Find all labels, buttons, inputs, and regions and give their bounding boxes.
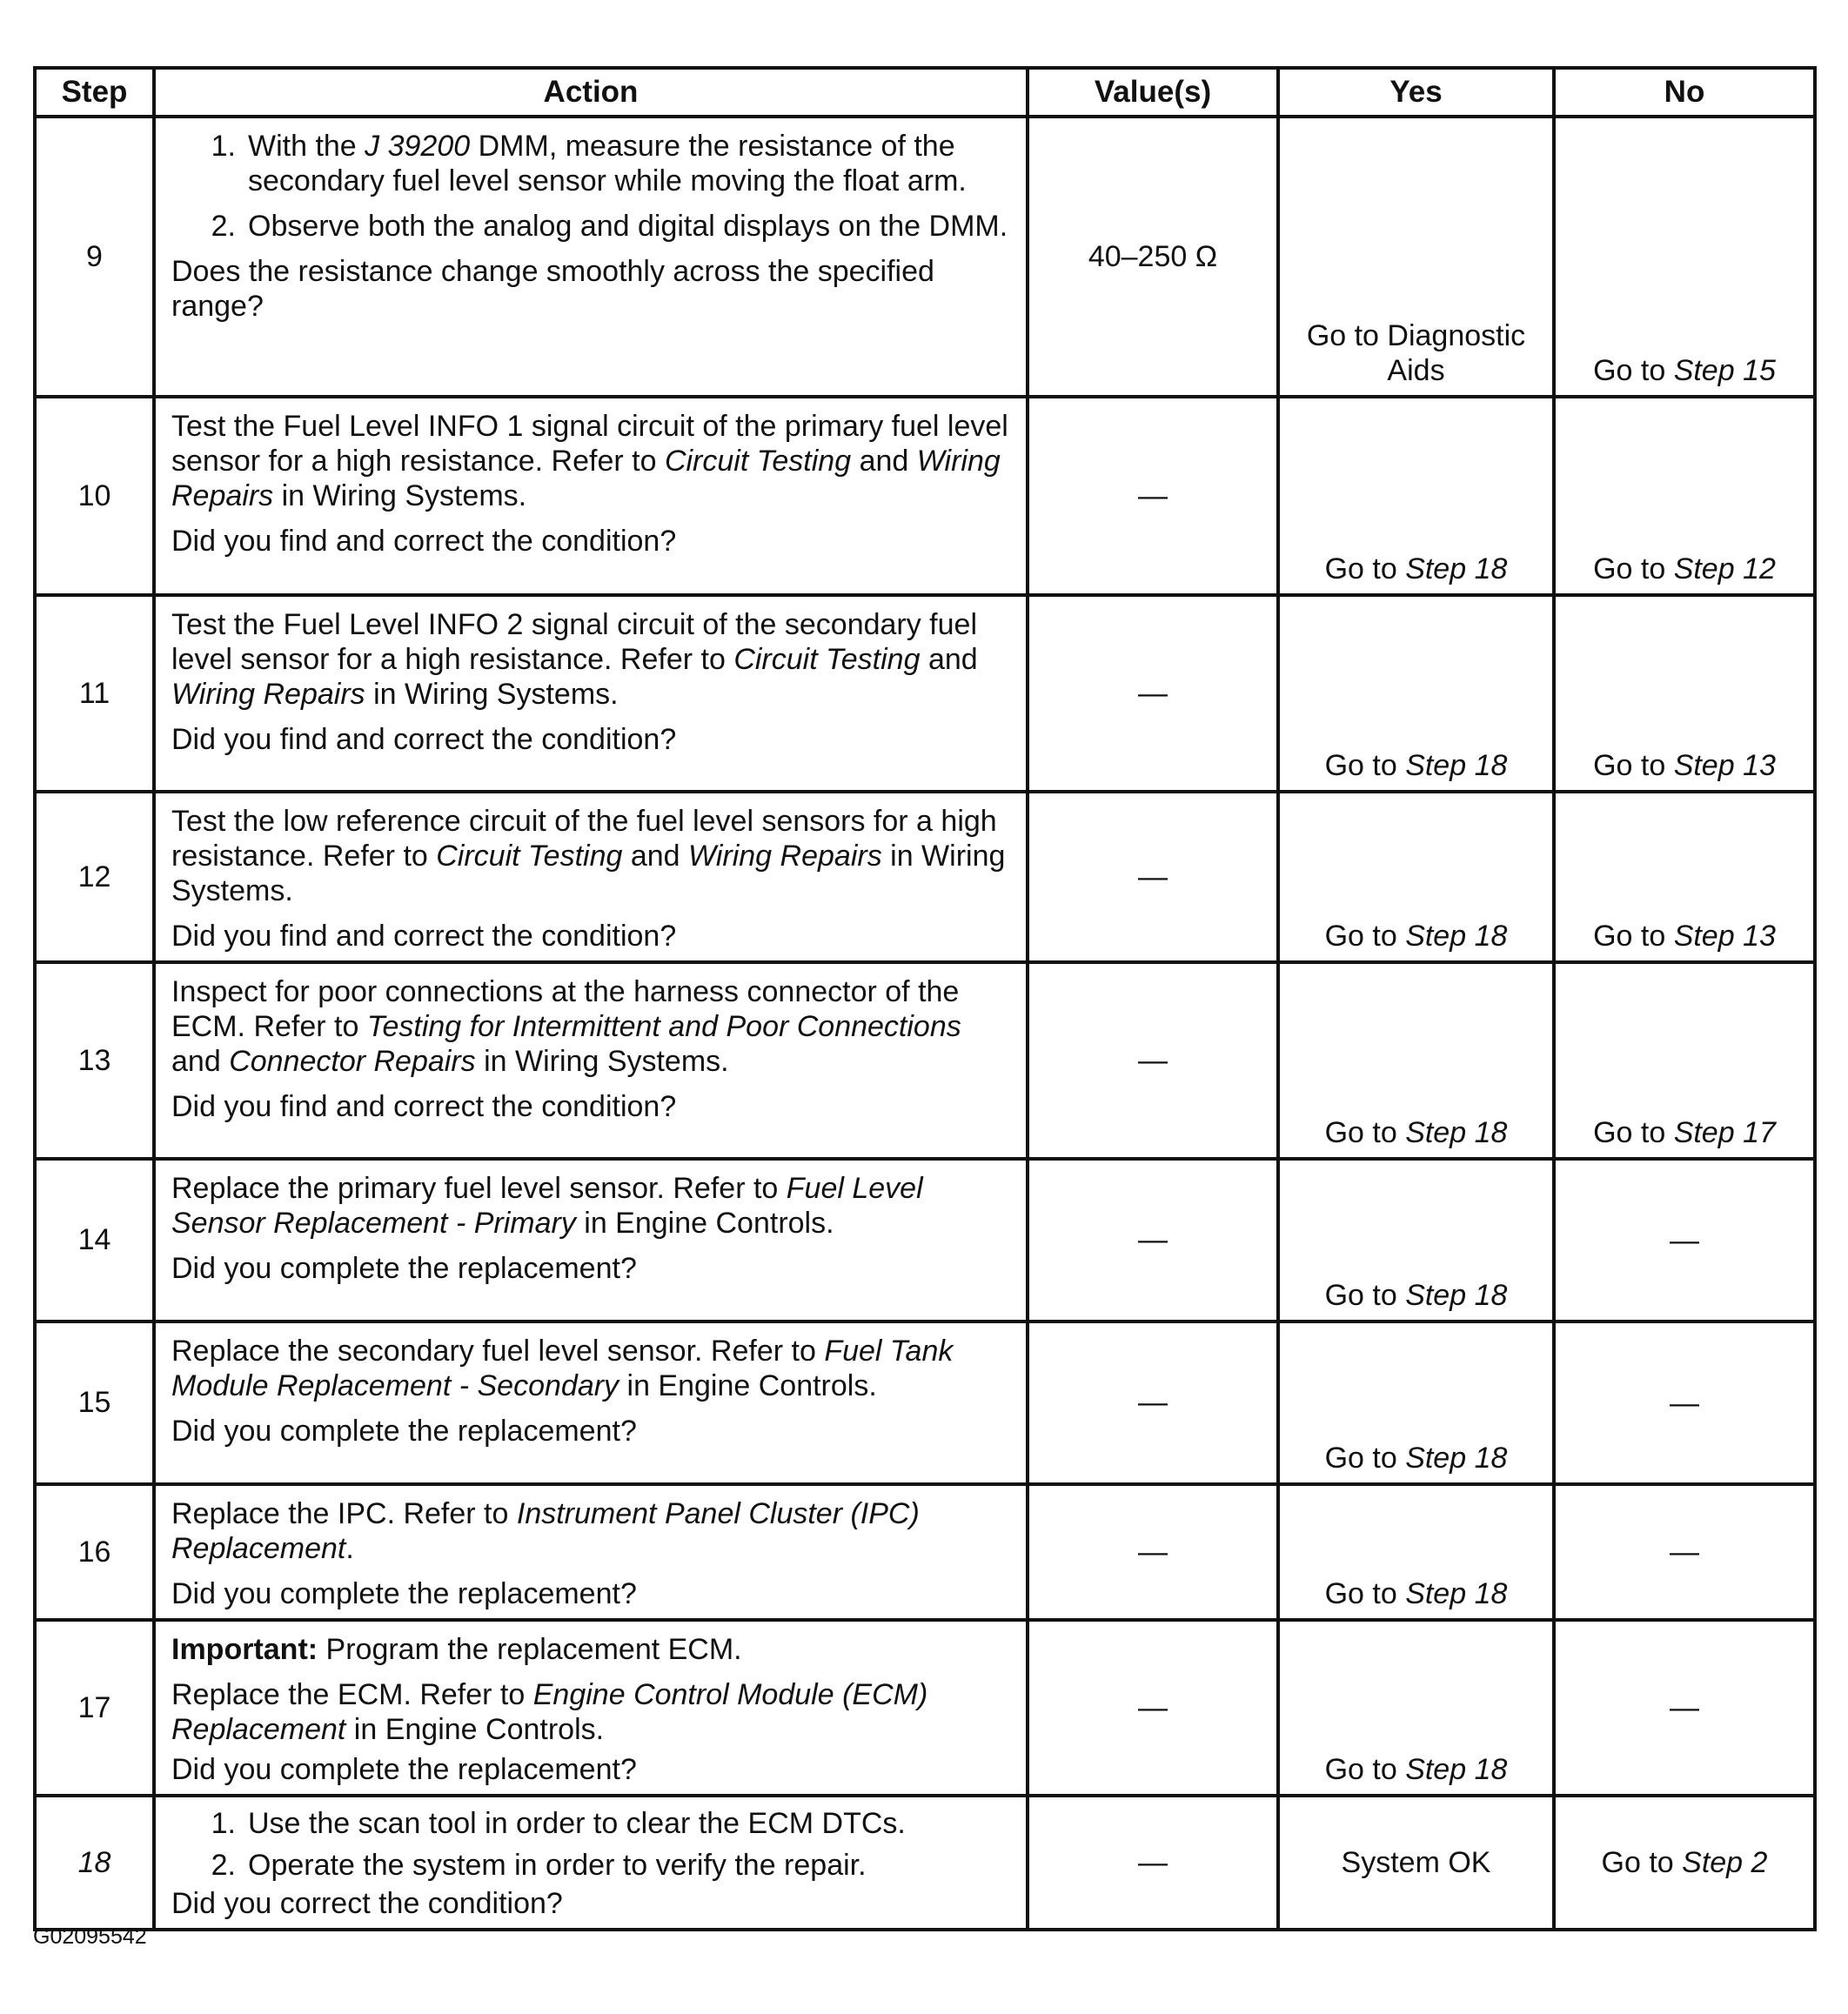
table-row — [35, 1484, 1815, 1620]
question-text: Did you complete the replacement? — [171, 1577, 637, 1610]
doc-reference[interactable]: Testing for Intermittent and Poor Connections — [366, 1010, 961, 1043]
step-link[interactable]: Step 18 — [1405, 1442, 1508, 1475]
important-note — [171, 1632, 1010, 1667]
step-number: 18 — [35, 1796, 154, 1930]
no-cell — [1554, 397, 1815, 595]
question-text: Did you find and correct the condition? — [171, 920, 677, 953]
no-cell — [1554, 595, 1815, 792]
step-number: 11 — [35, 595, 154, 792]
action-text — [171, 409, 1010, 513]
no-prefix: Go to — [1593, 920, 1674, 953]
action-cell — [154, 397, 1028, 595]
question-text: Did you complete the replacement? — [171, 1252, 637, 1285]
action-text — [171, 804, 1010, 908]
yes-cell — [1278, 1796, 1554, 1930]
action-cell — [154, 792, 1028, 962]
yes-cell — [1278, 1620, 1554, 1796]
no-cell: — — [1554, 1321, 1815, 1484]
text-run: Replace the primary fuel level sensor. Refer to — [171, 1172, 787, 1205]
table-row — [35, 1620, 1815, 1796]
no-cell: — — [1554, 1159, 1815, 1321]
value-cell: — — [1028, 1620, 1278, 1796]
yes-cell — [1278, 1159, 1554, 1321]
no-cell — [1554, 1796, 1815, 1930]
important-text: Program the replacement ECM. — [318, 1633, 742, 1666]
yes-prefix: Go to — [1324, 1442, 1406, 1475]
value-cell: — — [1028, 1484, 1278, 1620]
no-cell — [1554, 792, 1815, 962]
value-cell: — — [1028, 1159, 1278, 1321]
table-header-row — [35, 68, 1815, 117]
list-number: 1. — [211, 1807, 236, 1840]
action-cell — [154, 962, 1028, 1159]
question-text: Does the resistance change smoothly across the specified range? — [171, 255, 934, 323]
text-run: in Wiring Systems. — [171, 840, 1006, 907]
step-link[interactable]: Step 18 — [1405, 552, 1508, 585]
action-text — [171, 974, 1010, 1079]
doc-reference[interactable]: Wiring Repairs — [171, 678, 365, 711]
header-values: Value(s) — [1028, 68, 1278, 117]
step-number: 15 — [35, 1321, 154, 1484]
step-number: 12 — [35, 792, 154, 962]
step-link[interactable]: Step 18 — [1405, 920, 1508, 953]
text-run: in Engine Controls. — [575, 1207, 834, 1240]
table-row — [35, 595, 1815, 792]
list-number: 2. — [211, 210, 236, 243]
doc-reference[interactable]: Circuit Testing — [733, 643, 921, 676]
diagnostic-table — [33, 66, 1817, 1931]
question-text: Did you complete the replacement? — [171, 1753, 637, 1786]
list-number: 1. — [211, 130, 236, 163]
yes-prefix: Go to — [1324, 1279, 1406, 1312]
value-cell: 40–250 Ω — [1028, 117, 1278, 397]
yes-prefix: Go to — [1324, 1577, 1406, 1610]
text-run: Test the low reference circuit of the fuel level sensors for a high resistance. Refer to — [171, 805, 997, 873]
step-link[interactable]: Step 17 — [1673, 1116, 1776, 1149]
yes-text: Go to Diagnostic Aids — [1306, 319, 1526, 387]
action-cell — [154, 117, 1028, 397]
text-run: Test the Fuel Level INFO 2 signal circuit of the secondary fuel level sensor for a high resistance. Refer to — [171, 608, 978, 676]
text-run: Test the Fuel Level INFO 1 signal circuit of the primary fuel level sensor for a high resistance. Refer to — [171, 410, 1008, 478]
action-cell — [154, 595, 1028, 792]
text-run: Replace the ECM. Refer to — [171, 1678, 533, 1711]
step-number: 17 — [35, 1620, 154, 1796]
table-row — [35, 1159, 1815, 1321]
text-run: Inspect for poor connections at the harness connector of the ECM. Refer to — [171, 975, 960, 1043]
no-cell: — — [1554, 1484, 1815, 1620]
value-cell: — — [1028, 792, 1278, 962]
question-text: Did you complete the replacement? — [171, 1415, 637, 1448]
list-item — [171, 209, 1010, 244]
header-step: Step — [35, 68, 154, 117]
value-cell: — — [1028, 1796, 1278, 1930]
table-row — [35, 962, 1815, 1159]
yes-cell — [1278, 792, 1554, 962]
text-run: in Engine Controls. — [345, 1713, 605, 1746]
text-run: Replace the secondary fuel level sensor. Refer to — [171, 1335, 825, 1368]
yes-cell — [1278, 397, 1554, 595]
step-link[interactable]: Step 18 — [1405, 1577, 1508, 1610]
question-text: Did you correct the condition? — [171, 1887, 563, 1920]
yes-cell — [1278, 595, 1554, 792]
text-run: and — [920, 643, 978, 676]
list-number: 2. — [211, 1849, 236, 1882]
table-row — [35, 1321, 1815, 1484]
question-text: Did you find and correct the condition? — [171, 525, 677, 558]
text-run: and — [622, 840, 689, 873]
list-item — [171, 1806, 1010, 1841]
doc-reference[interactable]: Connector Repairs — [229, 1045, 476, 1078]
yes-prefix: Go to — [1324, 552, 1406, 585]
yes-cell — [1278, 1484, 1554, 1620]
step-link[interactable]: Step 13 — [1673, 920, 1776, 953]
no-prefix: Go to — [1593, 354, 1674, 387]
table-row — [35, 117, 1815, 397]
no-prefix: Go to — [1601, 1846, 1683, 1879]
action-text — [171, 1496, 1010, 1566]
yes-prefix: Go to — [1324, 1116, 1406, 1149]
value-cell: — — [1028, 397, 1278, 595]
action-text: Observe both the analog and digital displays on the DMM. — [248, 210, 1008, 243]
doc-reference[interactable]: Wiring Repairs — [171, 445, 1001, 512]
step-link[interactable]: Step 18 — [1405, 1753, 1508, 1786]
no-cell — [1554, 117, 1815, 397]
text-run: Replace the IPC. Refer to — [171, 1497, 517, 1530]
header-yes: Yes — [1278, 68, 1554, 117]
action-text: Operate the system in order to verify the repair. — [248, 1849, 867, 1882]
figure-id: G02095542 — [33, 1924, 147, 1949]
doc-reference[interactable]: Fuel Tank Module Replacement - Secondary — [171, 1335, 954, 1402]
action-cell — [154, 1159, 1028, 1321]
action-text — [171, 1171, 1010, 1241]
tool-reference: J 39200 — [365, 130, 471, 163]
step-link[interactable]: Step 2 — [1682, 1846, 1768, 1879]
step-number: 16 — [35, 1484, 154, 1620]
doc-reference[interactable]: Wiring Repairs — [688, 840, 882, 873]
action-cell — [154, 1484, 1028, 1620]
yes-prefix: Go to — [1324, 749, 1406, 782]
step-number: 13 — [35, 962, 154, 1159]
doc-reference[interactable]: Circuit Testing — [436, 840, 623, 873]
text-run: in Engine Controls. — [619, 1369, 877, 1402]
header-action: Action — [154, 68, 1028, 117]
action-text — [171, 1334, 1010, 1403]
text-run: and — [851, 445, 917, 478]
table-row — [35, 397, 1815, 595]
no-prefix: Go to — [1593, 552, 1674, 585]
action-text: Use the scan tool in order to clear the ECM DTCs. — [248, 1807, 906, 1840]
doc-reference[interactable]: Engine Control Module (ECM) Replacement — [171, 1678, 928, 1746]
important-label: Important: — [171, 1633, 318, 1666]
yes-prefix: Go to — [1324, 920, 1406, 953]
table-row — [35, 1796, 1815, 1930]
value-cell: — — [1028, 962, 1278, 1159]
action-text: DMM, measure the resistance of the secondary fuel level sensor while moving the float arm. — [248, 130, 967, 197]
yes-text: System OK — [1341, 1846, 1491, 1879]
header-no: No — [1554, 68, 1815, 117]
action-text — [171, 1677, 1010, 1747]
step-link[interactable]: Step 18 — [1405, 749, 1508, 782]
table-row — [35, 792, 1815, 962]
list-item — [171, 1848, 1010, 1883]
question-text: Did you find and correct the condition? — [171, 1090, 677, 1123]
doc-reference[interactable]: Instrument Panel Cluster (IPC) Replacement — [171, 1497, 920, 1565]
value-cell: — — [1028, 595, 1278, 792]
yes-prefix: Go to — [1324, 1753, 1406, 1786]
step-number: 10 — [35, 397, 154, 595]
yes-cell — [1278, 962, 1554, 1159]
list-item — [171, 129, 1010, 198]
action-cell — [154, 1321, 1028, 1484]
text-run: . — [345, 1532, 354, 1565]
value-cell: — — [1028, 1321, 1278, 1484]
no-prefix: Go to — [1593, 1116, 1674, 1149]
no-prefix: Go to — [1593, 749, 1674, 782]
action-text — [171, 607, 1010, 712]
no-cell — [1554, 962, 1815, 1159]
no-cell: — — [1554, 1620, 1815, 1796]
doc-reference[interactable]: Circuit Testing — [664, 445, 852, 478]
step-link[interactable]: Step 12 — [1673, 552, 1776, 585]
text-run: in Wiring Systems. — [365, 678, 619, 711]
step-link[interactable]: Step 13 — [1673, 749, 1776, 782]
action-cell — [154, 1796, 1028, 1930]
question-text: Did you find and correct the condition? — [171, 723, 677, 756]
text-run: in Wiring Systems. — [475, 1045, 729, 1078]
action-cell — [154, 1620, 1028, 1796]
text-run: and — [171, 1045, 230, 1078]
step-number: 14 — [35, 1159, 154, 1321]
action-text: With the — [248, 130, 365, 163]
yes-cell — [1278, 1321, 1554, 1484]
step-link[interactable]: Step 18 — [1405, 1279, 1508, 1312]
step-link[interactable]: Step 15 — [1673, 354, 1776, 387]
step-number: 9 — [35, 117, 154, 397]
text-run: in Wiring Systems. — [273, 479, 527, 512]
yes-cell — [1278, 117, 1554, 397]
step-link[interactable]: Step 18 — [1405, 1116, 1508, 1149]
doc-reference[interactable]: Fuel Level Sensor Replacement - Primary — [171, 1172, 923, 1240]
